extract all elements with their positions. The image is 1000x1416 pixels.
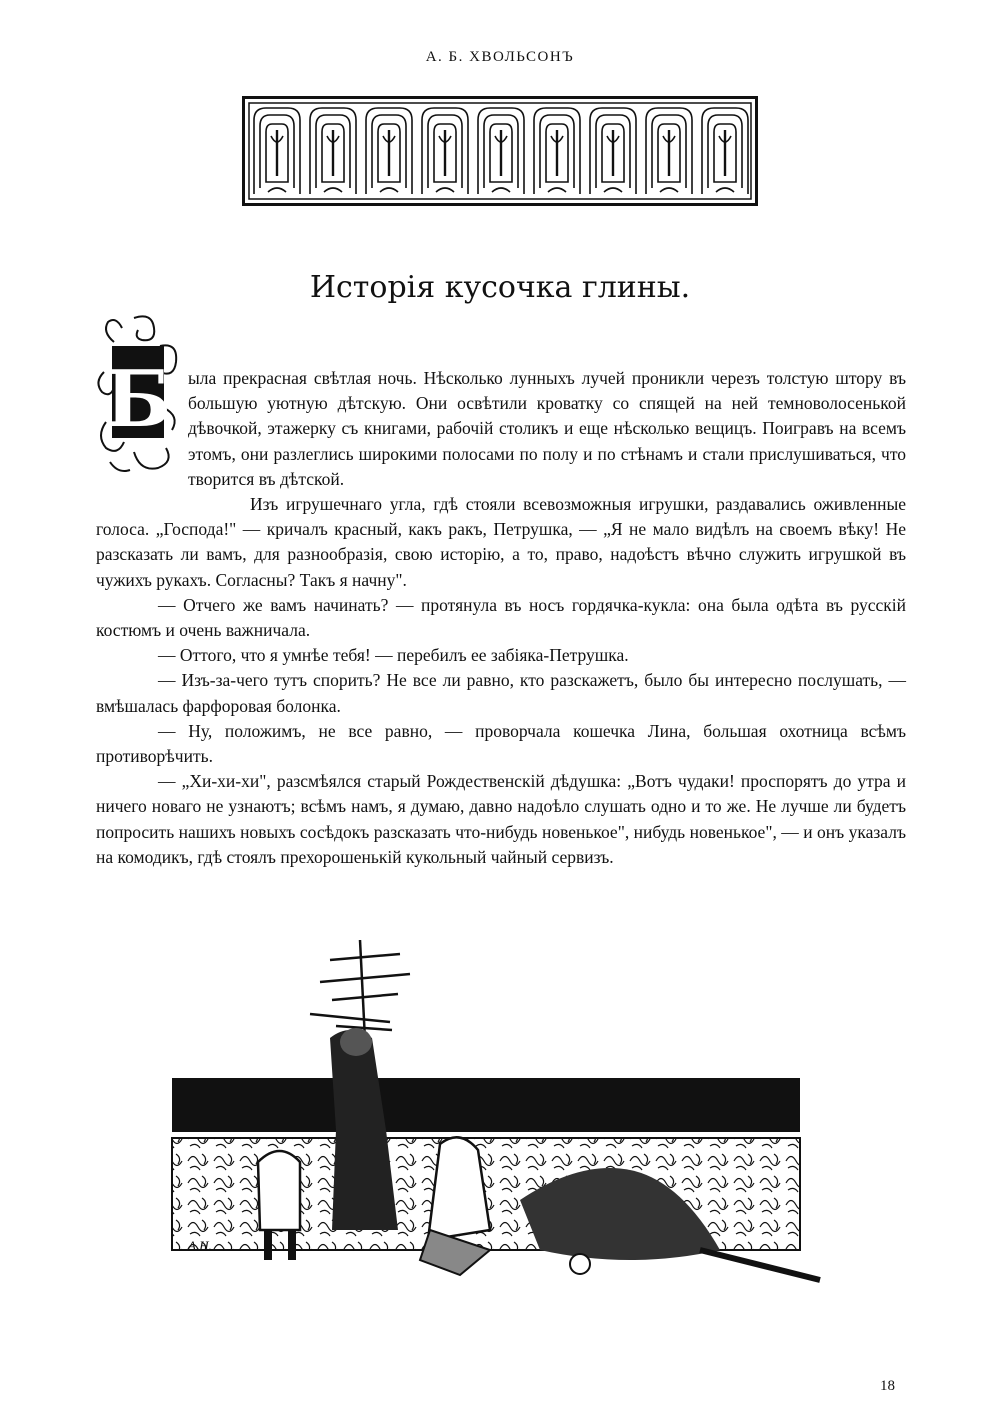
christmas-tree [310,940,410,1040]
dog-figure [258,1151,300,1230]
drop-cap-space [96,365,188,495]
story-title: Исторія кусочка глины. [309,270,691,305]
artist-signature: А.Н. [188,1238,212,1253]
dark-wall-band [172,1078,800,1132]
paragraph: — Ну, положимъ, не все равно, — проворчала кошечка Лина, большая охотница всѣмъ противорѣчить. [96,720,906,767]
running-header: А. Б. ХВОЛЬСОНЪ [425,49,575,65]
art-nouveau-tulip-frieze [242,96,758,206]
paragraph: — Отчего же вамъ начинать? — протянула въ носъ гордячка-кукла: она была одѣта въ русскій костюмъ и очень важничала. [96,594,906,641]
paragraph: — „Хи-хи-хи", разсмѣялся старый Рождественскій дѣдушка: „Вотъ чудаки! проспорятъ до утра и ничего новаго не узнаютъ; всѣмъ намъ, я думаю, давно надоѣло слушать одно и то же. Не лучше ли будетъ попросить нашихъ новыхъ сосѣдокъ разсказать что-нибудь новенькое", нибудь новенькое", — и онъ указалъ на комодикъ, гдѣ стоялъ прехорошенькій кукольный чайный сервизъ. [96,771,906,867]
drop-cap-letter: Б [104,354,172,445]
paragraph: — Оттого, что я умнѣе тебя! — перебилъ ее забіяка-Петрушка. [158,645,629,666]
toys-illustration [160,930,840,1310]
paragraph: Изъ игрушечнаго угла, гдѣ стояли всевозможныя игрушки, раздавались оживленные голоса. „Господа!" — кричалъ красный, какъ ракъ, Петрушка, — „Я не мало видѣлъ на своемъ вѣку! Не разсказать ли вамъ, для разнообразія, свою исторію, а то, право, надоѣстъ вѣчно служить игрушкой въ чужихъ рукахъ. Согласны? Такъ я начну". [96,494,906,590]
paragraph: — Изъ-за-чего тутъ спорить? Не все ли равно, кто разскажетъ, было бы интересно послушать, — вмѣшалась фарфоровая болонка. [96,670,906,716]
paragraph: ыла прекрасная свѣтлая ночь. Нѣсколько лунныхъ лучей проникли черезъ толстую штору въ большую уютную дѣтскую. Они освѣтили кроватку со спящей на ней темноволосенькой дѣвочкой, этажерку съ книгами, рабочій столикъ и еще нѣсколько вещицъ. Поигравъ на всемъ этомъ, они разлеглись широкими полосами по полу и по стѣнамъ и стали прислушиваться, что творится въ дѣтской. [188,368,906,489]
page-number: 18 [880,1378,895,1394]
story-body [96,366,906,870]
